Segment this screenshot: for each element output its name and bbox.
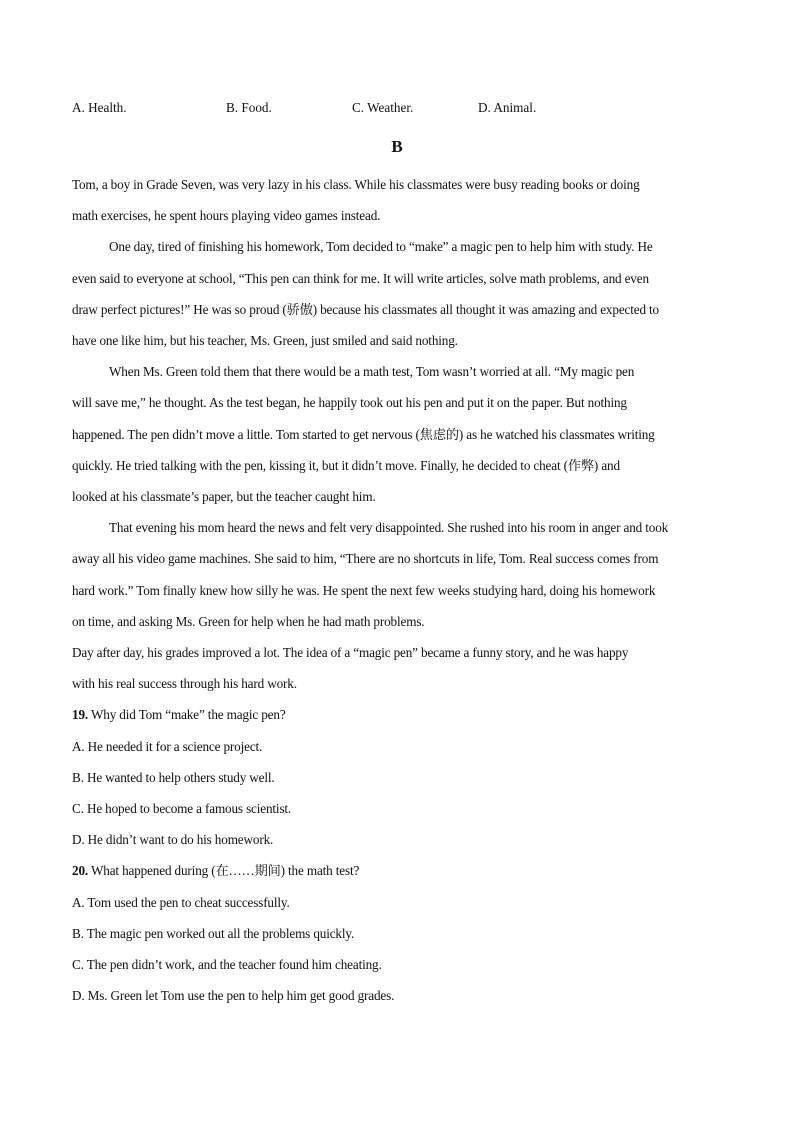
section-heading: B [391, 137, 403, 156]
passage-line: away all his video game machines. She said to him, “There are no shortcuts in life, Tom. Real success comes from [72, 551, 659, 567]
passage-line: happened. The pen didn’t move a little. Tom started to get nervous (焦虑的) as he watched his classmates writing [72, 426, 655, 442]
question-19 [72, 699, 727, 730]
question-number: 20. [72, 863, 89, 879]
passage-line: hard work.” Tom finally knew how silly he was. He spent the next few weeks studying hard, doing his homework [72, 582, 656, 598]
passage-line: even said to everyone at school, “This pen can think for me. It will write articles, solve math problems, and even [72, 270, 649, 286]
option-d: D. Animal. [478, 100, 537, 115]
question-text: Why did Tom “make” the magic pen? [90, 707, 286, 723]
reading-passage [72, 169, 727, 1011]
passage-line: That evening his mom heard the news and felt very disappointed. She rushed into his room in anger and took [109, 520, 669, 536]
option-a: A. Health. [72, 100, 127, 115]
passage-line: will save me,” he thought. As the test began, he happily took out his pen and put it on the paper. But nothing [72, 395, 627, 411]
option-c: C. Weather. [352, 100, 414, 115]
passage-line: looked at his classmate’s paper, but the teacher caught him. [72, 489, 376, 505]
previous-question-options [72, 100, 722, 124]
passage-line: with his real success through his hard work. [72, 676, 297, 692]
passage-line: When Ms. Green told them that there would be a math test, Tom wasn’t worried at all. “My magic pen [109, 364, 635, 380]
q19-option-c[interactable]: C. He hoped to become a famous scientist. [72, 801, 292, 817]
passage-line: math exercises, he spent hours playing video games instead. [72, 208, 381, 224]
q20-option-a[interactable]: A. Tom used the pen to cheat successfully. [72, 894, 290, 910]
passage-line: One day, tired of finishing his homework, Tom decided to “make” a magic pen to help him with study. He [109, 239, 653, 255]
passage-line: have one like him, but his teacher, Ms. Green, just smiled and said nothing. [72, 333, 458, 349]
q20-option-c[interactable]: C. The pen didn’t work, and the teacher found him cheating. [72, 957, 382, 973]
passage-line: on time, and asking Ms. Green for help when he had math problems. [72, 613, 425, 629]
passage-line: quickly. He tried talking with the pen, kissing it, but it didn’t move. Finally, he decided to cheat (作弊) and [72, 457, 620, 473]
question-20 [72, 855, 727, 886]
passage-line: Day after day, his grades improved a lot. The idea of a “magic pen” became a funny story, and he was happy [72, 645, 629, 661]
question-number: 19. [72, 707, 89, 723]
passage-line: Tom, a boy in Grade Seven, was very lazy in his class. While his classmates were busy reading books or doing [72, 177, 640, 192]
q19-option-b[interactable]: B. He wanted to help others study well. [72, 769, 275, 785]
passage-line: draw perfect pictures!” He was so proud (骄傲) because his classmates all thought it was amazing and expected to [72, 301, 659, 317]
q20-option-d[interactable]: D. Ms. Green let Tom use the pen to help him get good grades. [72, 988, 395, 1004]
question-text: What happened during (在……期间) the math test? [90, 863, 360, 879]
q19-option-a[interactable]: A. He needed it for a science project. [72, 738, 263, 754]
q19-option-d[interactable]: D. He didn’t want to do his homework. [72, 832, 274, 848]
q20-option-b[interactable]: B. The magic pen worked out all the problems quickly. [72, 925, 355, 941]
option-b: B. Food. [226, 100, 272, 115]
